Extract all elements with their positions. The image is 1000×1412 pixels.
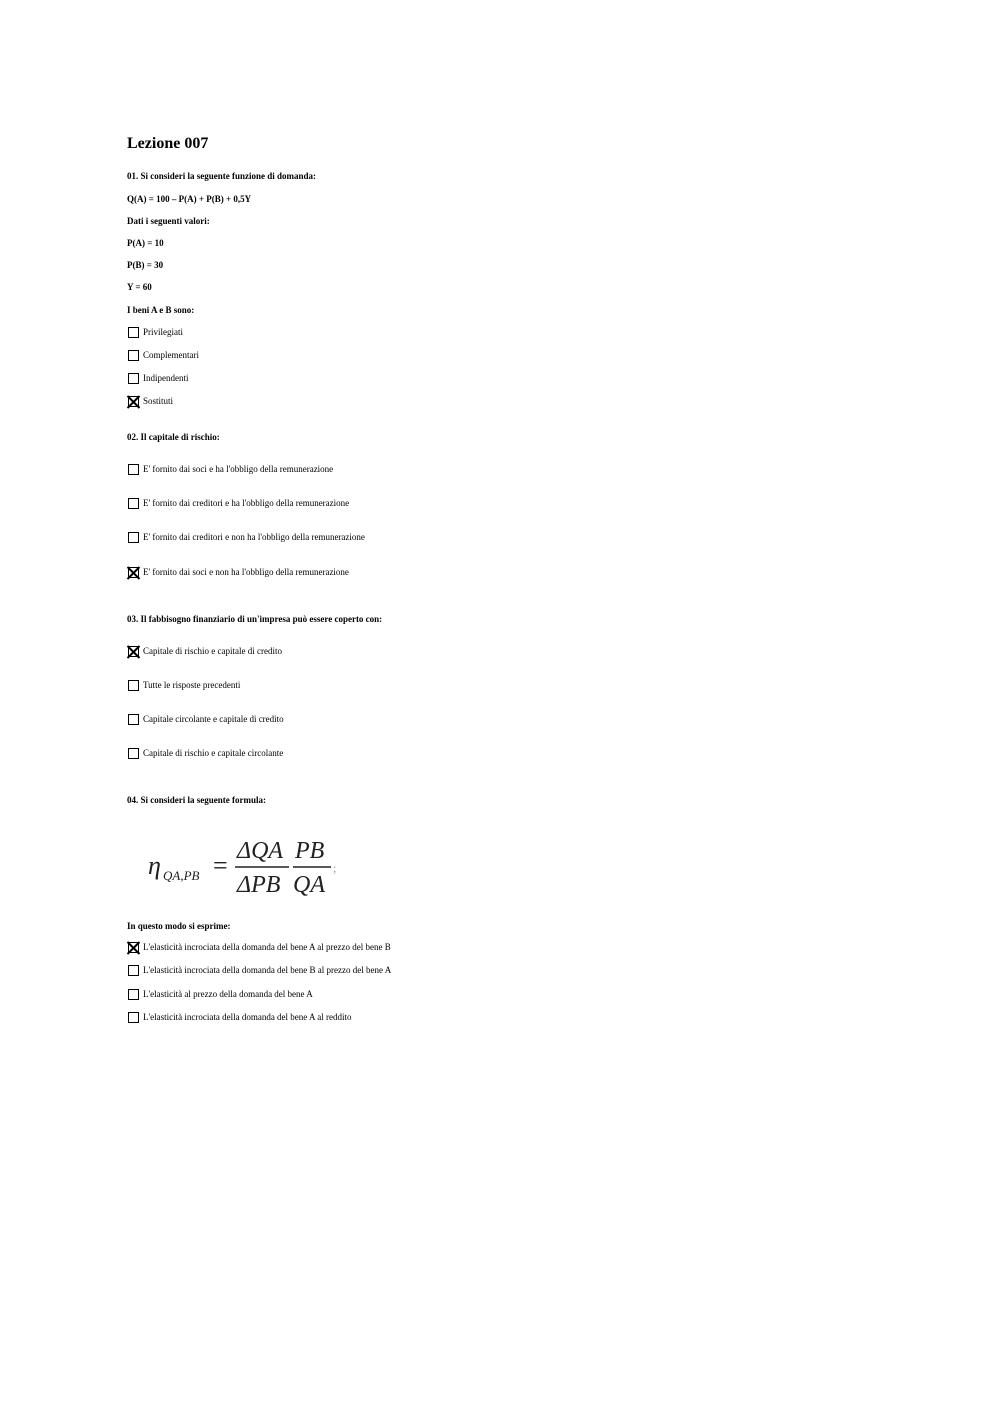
value-pb: P(B) = 30 [127, 260, 164, 270]
q2-option-1-checkbox[interactable] [128, 464, 139, 475]
formula-frac1-denominator: ΔPB [237, 872, 281, 898]
q3-option-2-label: Tutte le risposte precedenti [143, 680, 241, 690]
question-1-prompt: I beni A e B sono: [127, 305, 195, 315]
q1-option-1-label: Privilegiati [143, 327, 183, 337]
q3-option-4-checkbox[interactable] [128, 748, 139, 759]
value-pa: P(A) = 10 [127, 238, 164, 248]
q4-option-3-checkbox[interactable] [128, 989, 139, 1000]
q3-option-1-checkbox[interactable] [128, 646, 139, 657]
q4-option-1-checkbox[interactable] [128, 942, 139, 953]
q4-option-3-label: L'elasticità al prezzo della domanda del bene A [143, 989, 313, 999]
demand-function: Q(A) = 100 – P(A) + P(B) + 0,5Y [127, 194, 252, 204]
q4-option-2-label: L'elasticità incrociata della domanda del bene B al prezzo del bene A [143, 965, 392, 975]
q2-option-1-label: E' fornito dai soci e ha l'obbligo della remunerazione [143, 464, 334, 474]
formula-frac2-denominator: QA [293, 872, 325, 898]
given-values-label: Dati i seguenti valori: [127, 216, 210, 226]
value-y: Y = 60 [127, 282, 152, 292]
q4-option-2-checkbox[interactable] [128, 965, 139, 976]
question-4-heading: 04. Si consideri la seguente formula: [127, 795, 266, 805]
cross-elasticity-formula [143, 830, 353, 905]
formula-frac1-numerator: ΔQA [237, 838, 284, 864]
q2-option-2-label: E' fornito dai creditori e ha l'obbligo della remunerazione [143, 498, 350, 508]
question-3-heading: 03. Il fabbisogno finanziario di un'impresa può essere coperto con: [127, 614, 383, 624]
q2-option-3-label: E' fornito dai creditori e non ha l'obbligo della remunerazione [143, 532, 365, 542]
svg-text:=: = [213, 851, 228, 880]
q1-option-3-checkbox[interactable] [128, 373, 139, 384]
q1-option-4-label: Sostituti [143, 396, 174, 406]
question-2-heading: 02. Il capitale di rischio: [127, 432, 220, 442]
q3-option-3-label: Capitale circolante e capitale di credito [143, 714, 284, 724]
q1-option-2-checkbox[interactable] [128, 350, 139, 361]
question-1-heading: 01. Si consideri la seguente funzione di domanda: [127, 171, 317, 181]
q2-option-3-checkbox[interactable] [128, 532, 139, 543]
q3-option-2-checkbox[interactable] [128, 680, 139, 691]
q1-option-2-label: Complementari [143, 350, 199, 360]
q4-option-4-label: L'elasticità incrociata della domanda del bene A al reddito [143, 1012, 352, 1022]
formula-frac2-numerator: PB [295, 838, 325, 864]
formula-subscript: QA,PB [163, 868, 200, 883]
q2-option-4-checkbox[interactable] [128, 567, 139, 578]
q4-option-4-checkbox[interactable] [128, 1012, 139, 1023]
page-title: Lezione 007 [127, 135, 209, 152]
q3-option-1-label: Capitale di rischio e capitale di credito [143, 646, 282, 656]
q1-option-1-checkbox[interactable] [128, 327, 139, 338]
formula-eta: η [148, 851, 161, 880]
q1-option-4-checkbox[interactable] [128, 396, 139, 407]
q3-option-4-label: Capitale di rischio e capitale circolante [143, 748, 284, 758]
q2-option-4-label: E' fornito dai soci e non ha l'obbligo della remunerazione [143, 567, 349, 577]
question-4-prompt: In questo modo si esprime: [127, 921, 231, 931]
svg-text:;: ; [333, 861, 337, 875]
q3-option-3-checkbox[interactable] [128, 714, 139, 725]
q1-option-3-label: Indipendenti [143, 373, 189, 383]
q4-option-1-label: L'elasticità incrociata della domanda del bene A al prezzo del bene B [143, 942, 391, 952]
q2-option-2-checkbox[interactable] [128, 498, 139, 509]
